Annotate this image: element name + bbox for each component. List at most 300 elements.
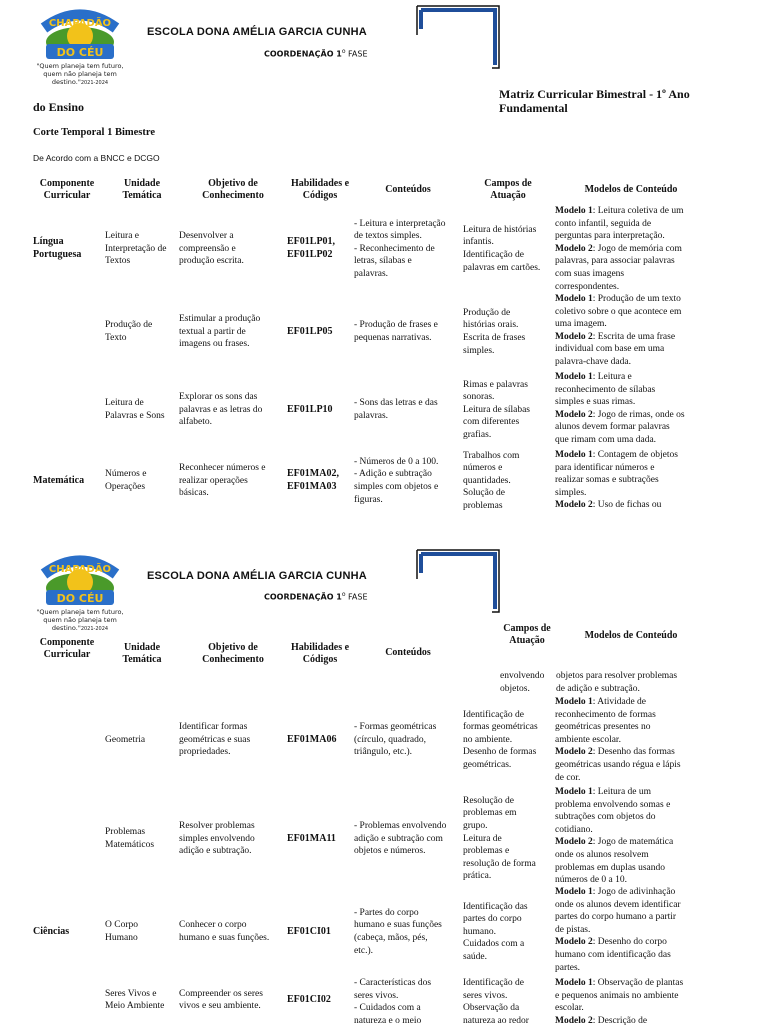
model-label: Modelo 2 (555, 331, 593, 342)
cell-line (555, 421, 715, 434)
coordination-rest: FASE (345, 592, 368, 602)
cell-line: Compreender os seres (179, 988, 263, 999)
header-habilidades (284, 642, 356, 666)
cell-line (555, 772, 715, 785)
cell-line: objetos e números. (354, 846, 426, 857)
header-line: Unidade (123, 642, 161, 653)
cell-campos (463, 307, 555, 357)
model-text: : Jogo de rimas, onde os (592, 409, 685, 420)
header-line: Curricular (43, 649, 91, 660)
cell-line (555, 1015, 715, 1027)
cell-line: EF01MA03 (287, 480, 337, 492)
motto-line: "Quem planeja tem futuro, (36, 608, 124, 616)
cell-line: simples. (463, 345, 495, 356)
header-line: Códigos (302, 654, 338, 665)
model-text: simples. (555, 487, 587, 498)
cell-unidade (105, 230, 179, 268)
cell-conteudos (354, 721, 462, 759)
cell-line: Escrita de frases (463, 332, 526, 343)
cell-unidade (105, 397, 179, 422)
cell-line (555, 811, 715, 824)
cell-codigos (287, 833, 353, 846)
model-text: : Leitura e (592, 372, 632, 382)
cell-line: (círculo, quadrado, (354, 734, 427, 745)
cell-line (555, 343, 715, 356)
cell-line: prática. (463, 871, 492, 882)
school-name: ESCOLA DONA AMÉLIA GARCIA CUNHA (147, 570, 367, 582)
cell-line: vivos e seu ambiente. (179, 1001, 261, 1012)
cell-line: Identificação de (463, 709, 524, 720)
header-line: Objetivo de (208, 178, 258, 189)
model-text: : Atividade de (592, 697, 647, 707)
model-text: de cor. (555, 772, 581, 783)
model-text: alunos devem formar palavras (555, 422, 670, 433)
model-text: reconhecimento de formas (555, 709, 656, 720)
cell-objetivo (179, 820, 285, 858)
model-text: : Uso de fichas ou (592, 500, 662, 511)
model-label: Modelo 1 (555, 372, 593, 382)
header-componente (27, 637, 107, 661)
cell-line: Identificação das (463, 901, 528, 912)
cell-campos (463, 977, 555, 1027)
cell-line: Observação da (463, 1003, 520, 1014)
coordination-bold: COORDENAÇÃO 1 (264, 592, 342, 602)
cell-line (555, 874, 715, 887)
model-label: Modelo 1 (555, 887, 593, 897)
cell-line: Humano (105, 932, 138, 943)
cell-line: Rimas e palavras (463, 379, 528, 390)
cell-objetivo (179, 391, 285, 429)
header-line: Componente (39, 178, 95, 189)
model-text: números de 0 a 10. (555, 875, 628, 886)
cell-line (555, 306, 715, 319)
cell-line (555, 799, 715, 812)
cell-line (555, 462, 715, 475)
cell-campos (463, 795, 555, 883)
cell-line: de textos simples. (354, 231, 422, 242)
cell-objetivo (179, 919, 285, 944)
cell-line (555, 396, 715, 409)
coordination-label (264, 591, 368, 602)
header-line: Habilidades e (290, 178, 350, 189)
doc-title-line: Fundamental (499, 101, 568, 115)
cell-line: no ambiente. (463, 734, 513, 745)
model-label: Modelo 2 (555, 409, 593, 420)
cell-line (555, 356, 715, 369)
cell-line: Língua (33, 236, 64, 248)
model-text: escolar. (555, 1003, 584, 1014)
cell-line: Desenvolver a (179, 231, 234, 242)
model-label: Modelo 1 (555, 697, 593, 707)
model-text: simples e suas rimas. (555, 397, 636, 408)
motto-years: 2021-2024 (80, 626, 109, 632)
header-modelos: Modelos de Conteúdo (584, 630, 678, 641)
header-line: Unidade (123, 178, 161, 189)
header-line: Atuação (490, 190, 526, 201)
header-line: Temática (122, 190, 162, 201)
cell-line: EF01MA06 (287, 733, 337, 745)
cell-line: Meio Ambiente (105, 1001, 165, 1012)
campos-continuation (500, 670, 560, 695)
cell-line: figuras. (354, 494, 383, 505)
doc-subject-prefix: do Ensino (33, 100, 85, 114)
cell-line: - Produção de frases e (354, 320, 438, 331)
model-text: coletivo sobre o que acontece em (555, 306, 682, 317)
header-line: Campos de (484, 178, 532, 189)
cell-codigos (287, 468, 353, 493)
cell-conteudos (354, 456, 462, 506)
model-text: perguntas para interpretação. (555, 231, 665, 242)
model-label: Modelo 1 (555, 294, 593, 304)
header-objetivo (180, 178, 286, 202)
cell-line (555, 862, 715, 875)
cell-modelos (555, 449, 715, 512)
cell-conteudos (354, 820, 462, 858)
model-text: : Observação de plantas (592, 978, 684, 988)
cell-unidade (105, 826, 179, 851)
cell-line: natureza ao redor (463, 1015, 529, 1026)
model-label: Modelo 2 (555, 243, 593, 254)
header-line: Códigos (302, 190, 338, 201)
model-text: geométricas usando régua e lápis (555, 759, 681, 770)
cell-line: Resolução de (463, 795, 514, 806)
cell-line: quantidades. (463, 475, 511, 486)
cell-line: - Leitura e interpretação (354, 218, 446, 229)
corner-frame-icon (416, 5, 500, 69)
cell-line: - Partes do corpo (354, 907, 419, 918)
cell-line: EF01CI02 (287, 994, 331, 1006)
cell-conteudos (354, 218, 462, 281)
motto-line: "Quem planeja tem futuro, (36, 62, 124, 70)
cell-line (555, 205, 715, 218)
cell-line (555, 487, 715, 500)
cell-line: Produção de (463, 307, 511, 318)
cell-codigos (287, 734, 353, 747)
cell-line: problemas e (463, 846, 510, 857)
cell-line: sonoras. (463, 392, 495, 403)
cell-line: Identificação de (463, 249, 524, 260)
cell-line: produção escrita. (179, 256, 244, 267)
cell-line: (cabeça, mãos, pés, (354, 932, 428, 943)
cell-line: humano e suas funções. (179, 932, 270, 943)
cell-campos (463, 224, 555, 274)
cell-line: Resolver problemas (179, 821, 255, 832)
model-text: : Jogo de matemática (592, 837, 674, 848)
cell-line (555, 218, 715, 231)
model-text: correspondentes. (555, 281, 620, 292)
model-text: palavra-chave dada. (555, 356, 631, 367)
cell-unidade (105, 919, 179, 944)
cell-line: Problemas (105, 827, 146, 838)
model-text: e pequenos animais no ambiente (555, 990, 679, 1001)
cell-line: palavras em cartões. (463, 262, 541, 273)
cell-line (555, 786, 715, 799)
model-text: : Escrita de uma frase (592, 331, 676, 342)
cell-line: EF01LP01, (287, 236, 336, 248)
cell-line: - Características dos (354, 978, 432, 988)
cell-line: propriedades. (179, 747, 231, 758)
cell-line: Conhecer o corpo (179, 920, 247, 931)
model-text: de pistas. (555, 924, 591, 935)
cell-line (555, 268, 715, 281)
cell-line (555, 899, 715, 912)
cell-line: Identificação de (463, 978, 524, 988)
cell-line: adição e subtração. (179, 846, 252, 857)
cell-line (555, 696, 715, 709)
logo-text-bottom: DO CÉU (56, 46, 104, 59)
cell-line: Leitura de histórias (463, 224, 537, 235)
cell-line: de adição e subtração. (556, 683, 640, 694)
cell-line: humano e suas funções (354, 920, 442, 931)
cell-line: Operações (105, 481, 146, 492)
cell-line (555, 1002, 715, 1015)
model-text: : Leitura coletiva de um (592, 206, 684, 216)
header-line: Objetivo de (208, 642, 258, 653)
cell-line: envolvendo (500, 671, 545, 681)
header-componente (27, 178, 107, 202)
model-text: : Leitura de um (592, 787, 652, 797)
header-campos (462, 178, 554, 202)
cell-line: histórias orais. (463, 320, 519, 331)
model-text: : Produção de um texto (592, 294, 681, 304)
cell-line: objetos para resolver problemas (556, 671, 678, 681)
cell-line: seres vivos. (354, 990, 399, 1001)
header-conteudos: Conteúdos (385, 184, 431, 195)
cell-conteudos (354, 907, 462, 957)
cell-line (555, 331, 715, 344)
cell-line: EF01LP05 (287, 325, 333, 337)
cell-line: Produção de (105, 320, 153, 331)
cell-line (555, 911, 715, 924)
model-text: realizar somas e subtrações (555, 475, 659, 486)
model-text: : Jogo de adivinhação (592, 887, 676, 897)
model-text: : Desenho das formas (592, 747, 675, 758)
header-line: Conhecimento (202, 654, 264, 665)
cell-line: problemas (463, 500, 503, 511)
cell-objetivo (179, 988, 285, 1013)
model-text: geométricas presentes no (555, 722, 651, 733)
motto-line: quem não planeja tem (43, 70, 117, 78)
cell-line: etc.). (354, 945, 373, 956)
model-text: onde os alunos resolvem (555, 849, 649, 860)
cell-line: O Corpo (105, 920, 138, 931)
cell-line: partes do corpo (463, 914, 522, 925)
cell-componente (33, 926, 103, 939)
header-line: Curricular (43, 190, 91, 201)
logo-emblem-icon (30, 6, 130, 62)
cell-line (555, 318, 715, 331)
header-line: Atuação (509, 635, 545, 646)
cell-line: grafias. (463, 429, 492, 440)
cell-line: imagens ou frases. (179, 339, 250, 350)
cell-line: Leitura e (105, 231, 140, 242)
cell-line: - Números de 0 a 100. (354, 456, 439, 467)
coordination-sup: o (341, 591, 346, 598)
cell-line (555, 734, 715, 747)
cell-line: Matemáticos (105, 839, 155, 850)
cell-line (555, 384, 715, 397)
cell-line: - Reconhecimento de (354, 243, 435, 254)
logo-text-top: CHAPADÃO (48, 18, 112, 29)
cell-line: simples envolvendo (179, 833, 255, 844)
model-label: Modelo 1 (555, 978, 593, 988)
motto-line: destino." (51, 624, 81, 632)
logo-emblem-icon (30, 552, 130, 608)
cell-objetivo (179, 462, 285, 500)
model-text: partes. (555, 962, 581, 973)
cell-line: Matemática (33, 474, 85, 486)
bncc-note: De Acordo com a BNCC e DCGO (33, 153, 160, 163)
model-text: ambiente escolar. (555, 734, 621, 745)
cell-line: infantis. (463, 237, 494, 248)
cell-modelos (555, 205, 715, 293)
cell-line: palavras. (354, 268, 389, 279)
modelos-continuation (556, 670, 716, 695)
cell-line (555, 243, 715, 256)
cell-campos (463, 450, 555, 513)
logo-text-bottom: DO CÉU (56, 592, 104, 605)
header-objetivo (180, 642, 286, 666)
cell-modelos (555, 886, 715, 974)
header-line: Campos de (503, 623, 551, 634)
cell-line: seres vivos. (463, 990, 508, 1001)
cell-line (555, 746, 715, 759)
header-unidade (104, 178, 180, 202)
cell-line: adição e subtração com (354, 833, 443, 844)
cell-line (555, 949, 715, 962)
cell-codigos (287, 236, 353, 261)
cell-line: números e (463, 463, 503, 474)
model-text: reconhecimento de sílabas (555, 384, 656, 395)
cell-line: triângulo, etc.). (354, 747, 413, 758)
cell-unidade (105, 468, 179, 493)
model-label: Modelo 1 (555, 206, 593, 216)
cell-line: - Sons das letras e das (354, 398, 438, 409)
coordination-rest: FASE (345, 49, 368, 59)
cell-line (555, 293, 715, 306)
cell-line: compreensão e (179, 243, 236, 254)
model-text: individual com base em uma (555, 344, 665, 355)
model-text: cotidiano. (555, 824, 593, 835)
school-logo (30, 552, 130, 633)
cell-line (555, 230, 715, 243)
doc-title-line: Matriz Curricular Bimestral - 1º Ano (499, 87, 690, 101)
cell-line: Portuguesa (33, 248, 82, 260)
cell-line (555, 281, 715, 294)
motto-years: 2021-2024 (80, 80, 109, 86)
cell-line: Explorar os sons das (179, 392, 258, 403)
cell-objetivo (179, 230, 285, 268)
cell-line (555, 709, 715, 722)
cell-modelos (555, 696, 715, 784)
cell-line (555, 434, 715, 447)
model-label: Modelo 2 (555, 500, 593, 511)
cell-line: Reconhecer números e (179, 463, 266, 474)
cell-line: pequenas narrativas. (354, 332, 432, 343)
cell-conteudos (354, 397, 462, 422)
coordination-sup: o (341, 48, 346, 55)
model-text: : Contagem de objetos (592, 450, 678, 460)
cell-line: Leitura de sílabas (463, 404, 531, 415)
cell-line (555, 409, 715, 422)
cell-line: geométricas e suas (179, 734, 251, 745)
cell-line: objetos. (500, 683, 530, 694)
cell-line: Texto (105, 332, 127, 343)
cell-campos (463, 709, 555, 772)
cell-line: alfabeto. (179, 417, 212, 428)
motto-line: destino." (51, 78, 81, 86)
cell-line: - Formas geométricas (354, 722, 437, 733)
cell-line (555, 499, 715, 512)
header-line: Componente (39, 637, 95, 648)
cell-line (555, 990, 715, 1003)
cell-line: Leitura de (463, 833, 502, 844)
cell-line: letras, sílabas e (354, 256, 412, 267)
cell-line: realizar operações (179, 475, 248, 486)
header-line: Conhecimento (202, 190, 264, 201)
cell-line (555, 849, 715, 862)
cell-line: Leitura de (105, 398, 144, 409)
model-label: Modelo 2 (555, 937, 593, 948)
model-text: : Jogo de memória com (592, 243, 682, 254)
cell-line: formas geométricas (463, 722, 538, 733)
cell-modelos (555, 977, 715, 1027)
cell-line: Números e (105, 469, 147, 480)
cell-line: natureza e o meio (354, 1015, 422, 1026)
cell-line: Ciências (33, 925, 70, 937)
cell-unidade (105, 988, 179, 1013)
cell-line: Estimular a produção (179, 314, 261, 325)
cell-line (555, 255, 715, 268)
cell-line: EF01MA02, (287, 468, 339, 480)
corner-frame-icon (416, 549, 500, 613)
cell-line: problemas em (463, 808, 517, 819)
model-text: : Desenho do corpo (592, 937, 667, 948)
coordination-label (264, 48, 368, 59)
cell-line: geométricas. (463, 759, 512, 770)
cell-line: Desenho de formas (463, 747, 537, 758)
cell-line (555, 962, 715, 975)
logo-text-top: CHAPADÃO (48, 564, 112, 575)
cell-line: Cuidados com a (463, 939, 525, 950)
school-motto (30, 62, 130, 87)
cell-line: - Cuidados com a (354, 1003, 421, 1014)
model-text: palavras, para associar palavras (555, 256, 675, 267)
cell-line (555, 449, 715, 462)
cell-campos (463, 901, 555, 964)
cell-modelos (555, 293, 715, 369)
header-line: Habilidades e (290, 642, 350, 653)
cell-objetivo (179, 721, 285, 759)
model-text: para identificar números e (555, 462, 655, 473)
cell-unidade (105, 734, 179, 747)
cell-line (555, 371, 715, 384)
doc-title (499, 87, 690, 115)
cell-line (555, 924, 715, 937)
cell-codigos (287, 926, 353, 939)
header-line: Temática (122, 654, 162, 665)
cell-line: Palavras e Sons (105, 410, 165, 421)
cell-conteudos (354, 977, 462, 1027)
cell-codigos (287, 994, 353, 1007)
school-name: ESCOLA DONA AMÉLIA GARCIA CUNHA (147, 26, 367, 38)
cell-line (555, 936, 715, 949)
cell-modelos (555, 786, 715, 887)
cell-line: Identificar formas (179, 722, 248, 733)
cell-objetivo (179, 313, 285, 351)
cell-line: resolução de forma (463, 858, 536, 869)
coordination-bold: COORDENAÇÃO 1 (264, 49, 342, 59)
